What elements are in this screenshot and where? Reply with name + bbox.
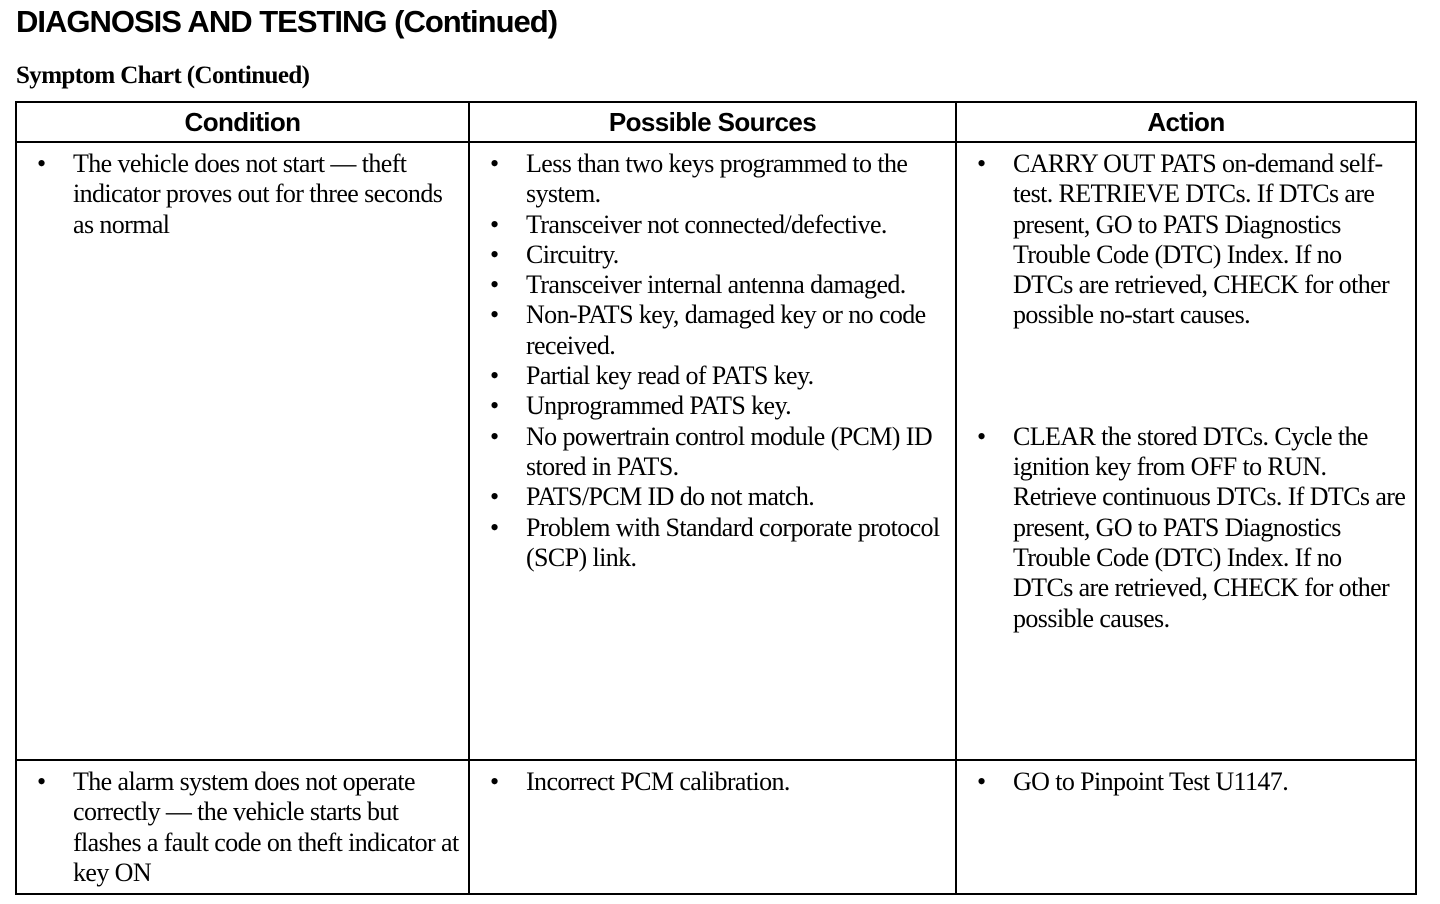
possible-sources-cell [469, 760, 956, 894]
condition-cell [16, 760, 469, 894]
action-cell [956, 760, 1416, 894]
source-item: • Incorrect PCM calibration. [480, 767, 947, 797]
action-item: • CLEAR the stored DTCs. Cycle the ignition key from OFF to RUN. Retrieve continuous DTCs. If DTCs are present, GO to PATS Diagnostics Trouble Code (DTC) Index. If no DTCs are retrieved, CHECK for other possible causes. [967, 422, 1407, 634]
source-item: • Non-PATS key, damaged key or no code received. [480, 300, 947, 361]
header-possible-sources: Possible Sources [469, 102, 956, 142]
header-condition: Condition [16, 102, 469, 142]
source-item: • PATS/PCM ID do not match. [480, 482, 947, 512]
symptom-chart-table [15, 101, 1417, 895]
source-item: • Transceiver internal antenna damaged. [480, 270, 947, 300]
condition-cell [16, 142, 469, 760]
source-item: • Problem with Standard corporate protocol (SCP) link. [480, 513, 947, 574]
action-item: • CARRY OUT PATS on-demand self-test. RETRIEVE DTCs. If DTCs are present, GO to PATS Diagnostics Trouble Code (DTC) Index. If no DTCs are retrieved, CHECK for other possible no-start causes. [967, 149, 1407, 331]
header-action: Action [956, 102, 1416, 142]
chart-title: Symptom Chart (Continued) [16, 62, 310, 89]
source-item: • No powertrain control module (PCM) ID stored in PATS. [480, 422, 947, 483]
source-item: • Transceiver not connected/defective. [480, 210, 947, 240]
source-item: • Less than two keys programmed to the system. [480, 149, 947, 210]
source-item: • Unprogrammed PATS key. [480, 391, 947, 421]
action-item: • GO to Pinpoint Test U1147. [967, 767, 1407, 797]
possible-sources-cell [469, 142, 956, 760]
condition-item: • The alarm system does not operate correctly — the vehicle starts but flashes a fault code on theft indicator at key ON [27, 767, 460, 888]
table-header-row [16, 102, 1416, 142]
page-heading: DIAGNOSIS AND TESTING (Continued) [16, 4, 558, 39]
source-item: • Circuitry. [480, 240, 947, 270]
source-item: • Partial key read of PATS key. [480, 361, 947, 391]
action-spacer [967, 331, 1407, 422]
table-row [16, 760, 1416, 894]
condition-item: • The vehicle does not start — theft indicator proves out for three seconds as normal [27, 149, 460, 240]
action-cell [956, 142, 1416, 760]
table-row [16, 142, 1416, 760]
